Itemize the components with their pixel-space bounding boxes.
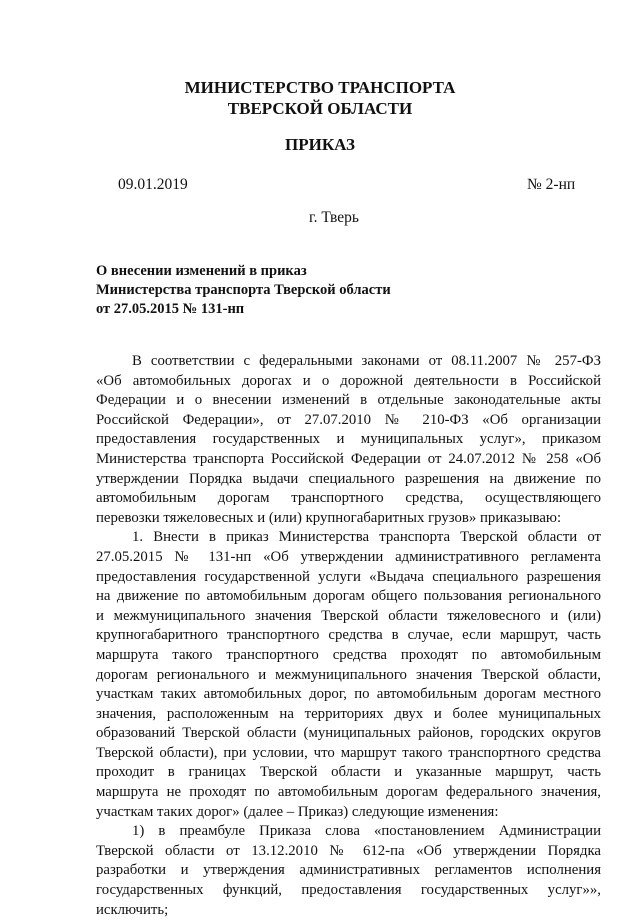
ministry-line-2: ТВЕРСКОЙ ОБЛАСТИ: [227, 99, 413, 118]
text-line: Тверской области), при условии, что маршрут такого транспортного средства: [96, 744, 601, 761]
document-type: ПРИКАЗ: [285, 135, 355, 154]
text-line: «Об автомобильных дорогах и о дорожной деятельности в Российской: [96, 372, 601, 389]
text-line: Тверской области от 13.12.2010 № 612-па «Об утверждении Порядка: [96, 842, 601, 859]
text-line: Российской Федерации», от 27.07.2010 № 210-ФЗ «Об организации: [96, 411, 601, 428]
document-subject: [96, 262, 391, 319]
text-line: образований Тверской области (муниципальных районов, городских округов: [96, 725, 601, 742]
text-line: предоставления государственной услуги «Выдача специального разрешения: [96, 568, 601, 585]
document-body: [96, 352, 601, 920]
text-line: автомобильным дорогам транспортного средства, осуществляющего: [96, 490, 601, 507]
text-line: маршрута не проходят по автомобильным дорогам федерального значения,: [96, 784, 601, 801]
text-line: исключить;: [96, 901, 169, 918]
text-line: разработки и утверждения административных регламентов исполнения: [96, 862, 601, 879]
document-number: № 2-нп: [527, 176, 576, 193]
paragraph-preamble: [96, 352, 601, 528]
text-line: участкам таких автомобильных дорог, по автомобильным дорогам местного: [96, 686, 601, 703]
text-line: Федерации и о внесении изменений в отдельные законодательные акты: [96, 392, 601, 409]
text-line: перевозки тяжеловесных и (или) крупногабаритных грузов» приказываю:: [96, 509, 562, 526]
ministry-line-1: МИНИСТЕРСТВО ТРАНСПОРТА: [184, 78, 456, 97]
text-line: В соответствии с федеральными законами от 08.11.2007 № 257-ФЗ: [132, 353, 601, 369]
text-line: 27.05.2015 № 131-нп «Об утверждении административного регламента: [96, 548, 601, 565]
subject-line-1: О внесении изменений в приказ: [96, 263, 307, 279]
text-line: на движение по автомобильным дорогам общего пользования регионального: [96, 588, 601, 605]
text-line: государственных функций, предоставления государственных услуг»»,: [96, 882, 601, 899]
text-line: предоставления государственных и муниципальных услуг», приказом: [96, 431, 601, 448]
text-line: крупногабаритного транспортного средства в случае, если маршрут, часть: [96, 627, 601, 644]
text-line: утверждении Порядка выдачи специального разрешения на движение по: [96, 470, 601, 487]
paragraph-subitem-1: [96, 822, 601, 920]
text-line: проходит в границах Тверской области и указанные маршрут, часть: [96, 764, 601, 781]
text-line: значения, расположенным на территориях двух и более муниципальных: [96, 705, 601, 722]
text-line: 1) в преамбуле Приказа слова «постановлением Администрации: [132, 823, 601, 840]
text-line: маршрута такого транспортного средства проходят по автомобильным: [96, 646, 601, 663]
text-line: Министерства транспорта Российской Федерации от 24.07.2012 № 258 «Об: [96, 450, 601, 467]
subject-line-3: от 27.05.2015 № 131-нп: [96, 301, 245, 317]
text-line: дорогам регионального и межмуниципального значения Тверской области,: [96, 666, 601, 683]
text-line: участкам таких дорог» (далее – Приказ) следующие изменения:: [96, 803, 499, 820]
document-city: г. Тверь: [309, 209, 359, 226]
ministry-name: [0, 77, 640, 119]
text-line: 1. Внести в приказ Министерства транспорта Тверской области от: [132, 529, 601, 546]
text-line: и межмуниципального значения Тверской области тяжеловесного и (или): [96, 607, 601, 624]
document-date: 09.01.2019: [118, 176, 188, 193]
subject-line-2: Министерства транспорта Тверской области: [96, 282, 391, 298]
paragraph-item-1: [96, 528, 601, 822]
